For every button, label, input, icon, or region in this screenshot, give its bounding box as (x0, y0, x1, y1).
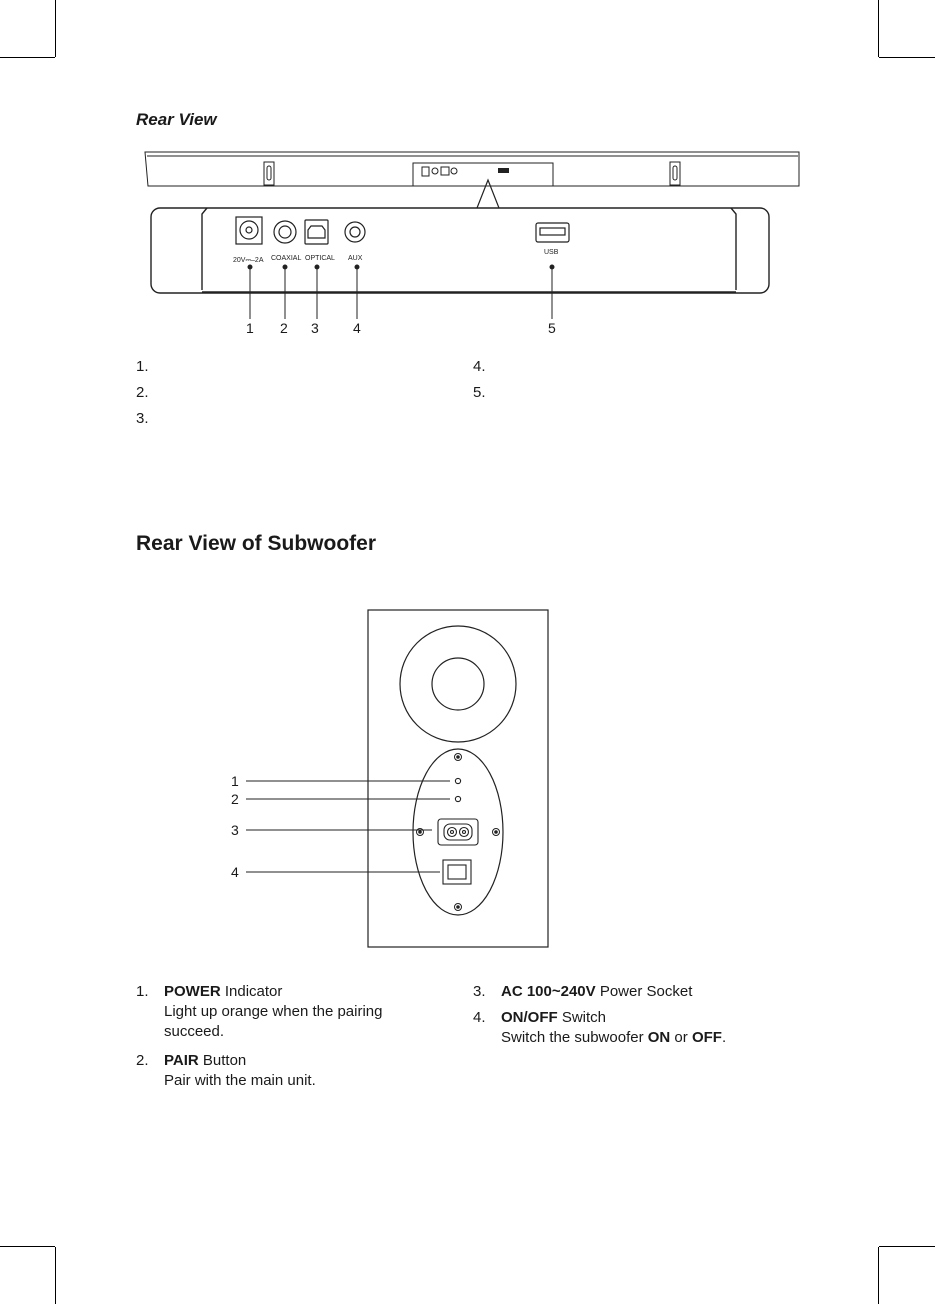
rear-view-heading: Rear View (136, 110, 217, 129)
callout-number: 4 (231, 864, 239, 880)
desc-text: Switch the subwoofer (501, 1029, 648, 1046)
power-switch (443, 860, 471, 884)
bass-port-outer (400, 626, 516, 742)
list-item-number: 2. (136, 384, 149, 401)
legend-item (473, 982, 803, 1002)
callout-number: 3 (231, 822, 239, 838)
power-port-label: 20V⎓–2A (233, 257, 264, 264)
legend-term: ON/OFF (501, 1009, 558, 1026)
crop-mark (0, 1246, 55, 1247)
desc-bold: OFF (691, 1029, 722, 1046)
usb-port (536, 223, 569, 242)
legend-term: PAIR (164, 1052, 199, 1069)
legend-term: AC 100~240V (501, 983, 596, 1000)
callout-number: 2 (280, 320, 288, 336)
desc-text: or (670, 1029, 692, 1046)
power-indicator (455, 778, 460, 783)
crop-mark (55, 1247, 56, 1304)
soundbar-body (145, 152, 799, 186)
dc-power-jack (236, 217, 262, 244)
legend-label: Indicator (220, 983, 283, 1000)
pair-button (455, 796, 460, 801)
subwoofer-heading: Rear View of Subwoofer (136, 532, 376, 555)
soundbar-rear-diagram (0, 0, 935, 345)
usb-mini (498, 168, 509, 173)
legend-description (473, 1028, 803, 1048)
desc-bold: ON (647, 1029, 671, 1046)
callout-number: 5 (548, 320, 556, 336)
legend-term: POWER (164, 983, 221, 1000)
aux-port (345, 222, 365, 242)
legend-item (136, 1051, 436, 1091)
crop-mark (879, 1246, 935, 1247)
callout-number: 1 (246, 320, 254, 336)
legend-number: 2. (136, 1052, 149, 1069)
coaxial-port-label: COAXIAL (271, 255, 302, 262)
list-item-number: 4. (473, 358, 486, 375)
legend-number: 1. (136, 983, 149, 1000)
aux-port-label: AUX (348, 255, 363, 262)
subwoofer-rear-diagram (0, 600, 935, 955)
ac-socket (438, 819, 478, 845)
callout-number: 2 (231, 791, 239, 807)
legend-description: Pair with the main unit. (164, 1072, 316, 1089)
callout-number: 1 (231, 773, 239, 789)
usb-port-label: USB (544, 249, 559, 256)
control-plate (413, 749, 503, 915)
list-item-number: 1. (136, 358, 149, 375)
crop-mark (878, 1247, 879, 1304)
list-item-number: 3. (136, 410, 149, 427)
bass-port-inner (432, 658, 484, 710)
legend-label: Button (198, 1052, 247, 1069)
legend-label: Switch (557, 1009, 607, 1026)
desc-text: . (721, 1029, 727, 1046)
optical-port (305, 220, 328, 244)
optical-port-label: OPTICAL (305, 255, 335, 262)
legend-number: 4. (473, 1009, 486, 1026)
legend-label: Power Socket (595, 983, 693, 1000)
legend-number: 3. (473, 983, 486, 1000)
callout-number: 4 (353, 320, 361, 336)
callout-number: 3 (311, 320, 319, 336)
legend-item (473, 1008, 803, 1048)
legend-item (136, 982, 436, 1042)
list-item-number: 5. (473, 384, 486, 401)
coaxial-port (274, 221, 296, 243)
legend-description: Light up orange when the pairing succeed. (164, 1003, 383, 1040)
